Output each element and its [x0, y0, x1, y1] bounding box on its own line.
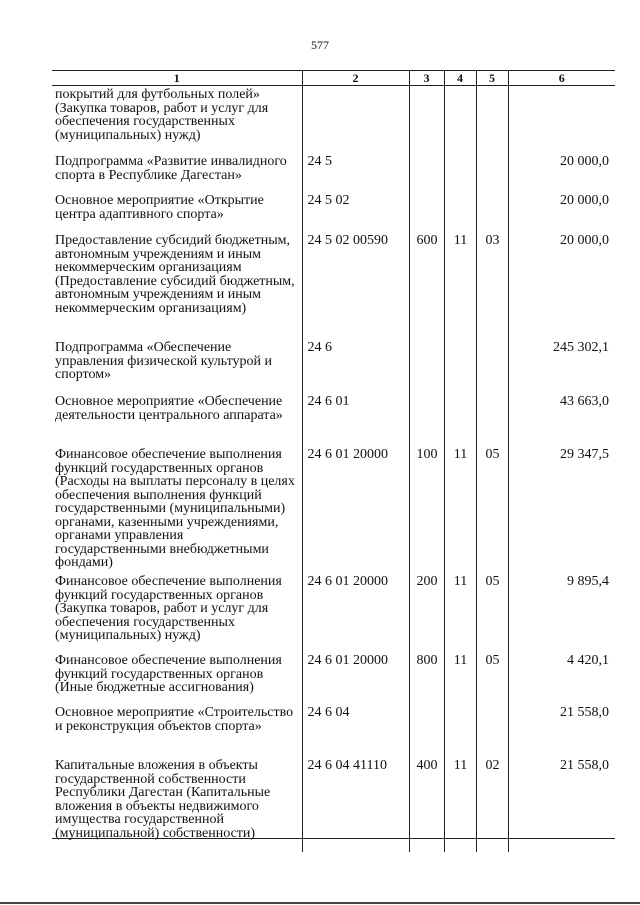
page-number: 577 — [311, 38, 329, 52]
column-header: 2 — [302, 71, 409, 86]
row-col3 — [409, 194, 444, 234]
row-code: 24 5 02 — [302, 194, 409, 234]
row-name: Основное мероприятие «Открытие центра адаптивного спорта» — [55, 194, 264, 222]
row-name: Капитальные вложения в объекты государственной собственности Республики Дагестан (Капитальные вложения в объекты недвижимого имущества государственной (муниципальной) собственности) — [55, 759, 271, 841]
row-col4 — [444, 395, 476, 448]
column-header: 1 — [52, 71, 302, 86]
row-col3 — [409, 706, 444, 759]
row-col3: 600 — [409, 234, 444, 341]
row-name: покрытий для футбольных полей» (Закупка товаров, работ и услуг для обеспечения государственных (муниципальных) нужд) — [55, 87, 269, 143]
row-col5: 02 — [476, 759, 508, 852]
row-col5 — [476, 341, 508, 395]
row-amount: 245 302,1 — [508, 341, 615, 395]
row-col5 — [476, 395, 508, 448]
row-amount: 20 000,0 — [508, 234, 615, 341]
row-code: 24 6 04 — [302, 706, 409, 759]
row-name: Основное мероприятие «Строительство и реконструкция объектов спорта» — [55, 706, 294, 734]
row-col4: 11 — [444, 448, 476, 575]
row-col4: 11 — [444, 234, 476, 341]
column-header: 4 — [444, 71, 476, 86]
row-name: Подпрограмма «Развитие инвалидного спорта в Республике Дагестан» — [55, 155, 287, 183]
row-col5 — [476, 86, 508, 156]
table-row — [52, 575, 615, 654]
row-col5: 05 — [476, 654, 508, 706]
row-col4 — [444, 341, 476, 395]
row-col3 — [409, 341, 444, 395]
row-name: Финансовое обеспечение выполнения функций государственных органов (Расходы на выплаты персоналу в целях обеспечения выполнения функций государственными (муниципальными) органами, казенными учреждениями, органами управления государственными внебюджетными фондами) — [55, 448, 295, 570]
page-bottom-rule — [0, 902, 640, 904]
row-col4: 11 — [444, 759, 476, 852]
row-col5: 03 — [476, 234, 508, 341]
row-code: 24 5 02 00590 — [302, 234, 409, 341]
row-code: 24 5 — [302, 155, 409, 194]
column-header: 3 — [409, 71, 444, 86]
row-code: 24 6 01 20000 — [302, 448, 409, 575]
table-header-row — [52, 71, 615, 86]
row-col3: 200 — [409, 575, 444, 654]
row-amount: 21 558,0 — [508, 706, 615, 759]
row-code: 24 6 01 — [302, 395, 409, 448]
row-col3 — [409, 155, 444, 194]
row-name: Подпрограмма «Обеспечение управления физической культурой и спортом» — [55, 341, 272, 382]
row-name: Финансовое обеспечение выполнения функций государственных органов (Закупка товаров, работ и услуг для обеспечения государственных (муниципальных) нужд) — [55, 575, 282, 643]
table-row — [52, 155, 615, 194]
row-col5: 05 — [476, 448, 508, 575]
row-col3: 400 — [409, 759, 444, 852]
row-col4 — [444, 86, 476, 156]
row-amount: 20 000,0 — [508, 194, 615, 234]
row-col5 — [476, 155, 508, 194]
row-col5: 05 — [476, 575, 508, 654]
row-amount: 9 895,4 — [508, 575, 615, 654]
row-amount: 4 420,1 — [508, 654, 615, 706]
row-code — [302, 86, 409, 156]
row-col5 — [476, 194, 508, 234]
row-col5 — [476, 706, 508, 759]
table-row — [52, 86, 615, 156]
row-amount: 29 347,5 — [508, 448, 615, 575]
row-code: 24 6 01 20000 — [302, 575, 409, 654]
row-col3: 100 — [409, 448, 444, 575]
row-code: 24 6 04 41110 — [302, 759, 409, 852]
row-name: Предоставление субсидий бюджетным, автономным учреждениям и иным некоммерческим организациям (Предоставление субсидий бюджетным, автономным учреждениям и иным некоммерческим организациям) — [55, 234, 295, 316]
row-code: 24 6 01 20000 — [302, 654, 409, 706]
budget-table — [52, 70, 615, 852]
row-amount: 20 000,0 — [508, 155, 615, 194]
table-row — [52, 341, 615, 395]
table-row — [52, 706, 615, 759]
row-amount: 21 558,0 — [508, 759, 615, 852]
table-bottom-border — [52, 838, 615, 839]
table-row — [52, 654, 615, 706]
table-row — [52, 234, 615, 341]
row-code: 24 6 — [302, 341, 409, 395]
row-amount: 43 663,0 — [508, 395, 615, 448]
row-name: Основное мероприятие «Обеспечение деятельности центрального аппарата» — [55, 395, 283, 423]
row-name: Финансовое обеспечение выполнения функций государственных органов (Иные бюджетные ассигнования) — [55, 654, 282, 695]
row-col3 — [409, 86, 444, 156]
row-col4 — [444, 194, 476, 234]
row-col4 — [444, 155, 476, 194]
row-col3: 800 — [409, 654, 444, 706]
column-header: 6 — [508, 71, 615, 86]
table-row — [52, 194, 615, 234]
table-row — [52, 395, 615, 448]
table-row — [52, 448, 615, 575]
row-col4 — [444, 706, 476, 759]
row-col4: 11 — [444, 575, 476, 654]
row-col3 — [409, 395, 444, 448]
column-header: 5 — [476, 71, 508, 86]
row-col4: 11 — [444, 654, 476, 706]
row-amount — [508, 86, 615, 156]
